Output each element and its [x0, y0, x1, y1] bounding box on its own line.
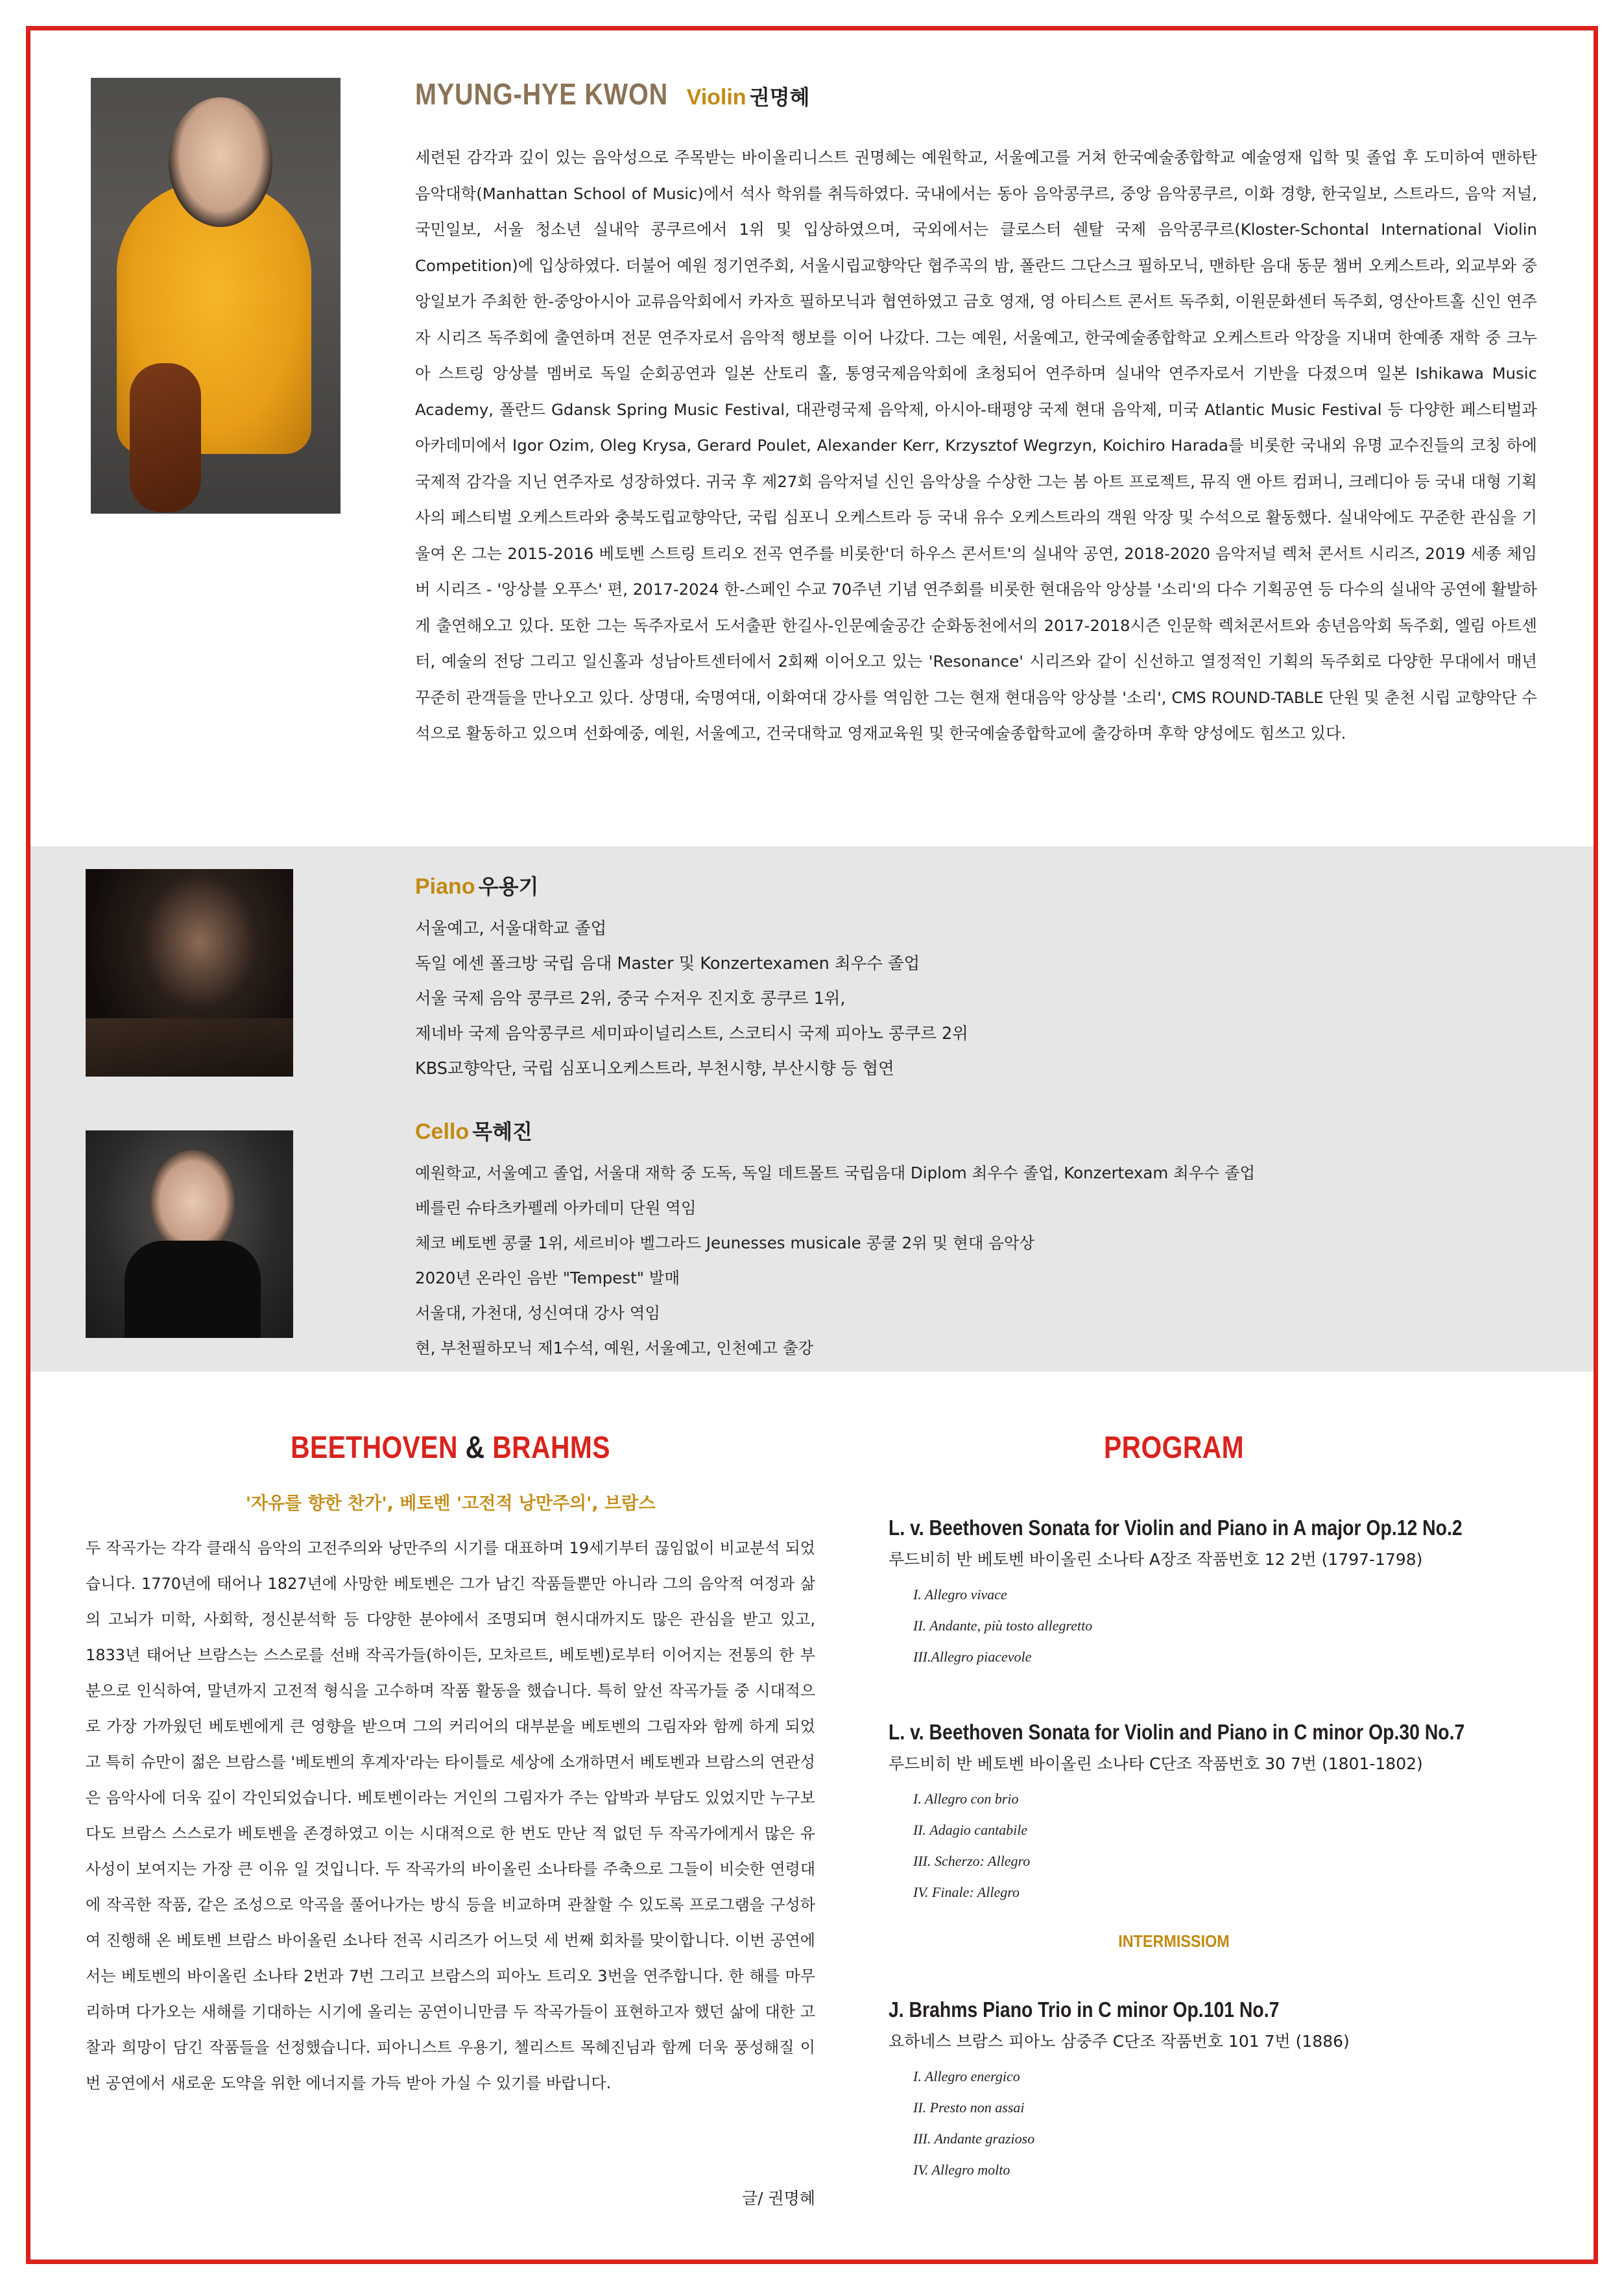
violinist-name-ko: 권명혜: [749, 85, 810, 110]
essay-subtitle: '자유를 향한 찬가', 베토벤 '고전적 낭만주의', 브람스: [245, 1494, 656, 1514]
movement-item: III. Andante grazioso: [913, 2130, 1035, 2147]
piece-title-ko: 루드비히 반 베토벤 바이올린 소나타 A장조 작품번호 12 2번 (1797-1798): [889, 1550, 1423, 1569]
movement-item: III. Scherzo: Allegro: [913, 1853, 1031, 1869]
list-item: 서울 국제 음악 콩쿠르 2위, 중국 수저우 진지호 콩쿠르 1위,: [415, 989, 846, 1008]
essay-title-ampersand: &: [465, 1431, 485, 1465]
pianist-heading: [415, 870, 538, 900]
movement-item: IV. Finale: Allegro: [913, 1884, 1020, 1900]
movement-list: [913, 1579, 1557, 1673]
piece-title: L. v. Beethoven Sonata for Violin and Piano in A major Op.12 No.2: [889, 1516, 1463, 1540]
cellist-role: Cello: [415, 1119, 470, 1144]
list-item: 2020년 온라인 음반 "Tempest" 발매: [415, 1269, 680, 1287]
cellist-heading: [415, 1115, 532, 1145]
program-title: PROGRAM: [1103, 1431, 1245, 1465]
pianist-photo: [86, 869, 293, 1077]
list-item: 독일 에센 폴크방 국립 음대 Master 및 Konzertexamen 최우수 졸업: [415, 954, 920, 973]
movement-item: I. Allegro energico: [913, 2068, 1020, 2084]
violinist-photo: [91, 78, 340, 514]
photo-face: [150, 1150, 235, 1254]
piece-title-ko: 요하네스 브람스 피아노 삼중주 C단조 작품번호 101 7번 (1886): [889, 2032, 1350, 2051]
essay-title-beethoven: BEETHOVEN: [291, 1431, 458, 1465]
violinist-heading: [415, 77, 809, 112]
cellist-name-ko: 목혜진: [472, 1119, 532, 1144]
movement-list: [913, 1783, 1557, 1908]
list-item: KBS교향악단, 국립 심포니오케스트라, 부천시향, 부산시향 등 협연: [415, 1059, 894, 1079]
list-item: 제네바 국제 음악콩쿠르 세미파이널리스트, 스코티시 국제 피아노 콩쿠르 2위: [415, 1024, 968, 1044]
movement-item: III.Allegro piacevole: [913, 1649, 1032, 1665]
list-item: 현, 부천필하모닉 제1수석, 예원, 서울예고, 인천예고 출강: [415, 1339, 814, 1357]
list-item: 베를린 슈타츠카펠레 아카데미 단원 역임: [415, 1199, 697, 1217]
movement-item: I. Allegro con brio: [913, 1791, 1019, 1807]
program-piece-2: [889, 1720, 1557, 1908]
photo-piano-keys: [86, 1018, 293, 1077]
pianist-name-ko: 우용기: [478, 874, 539, 899]
movement-item: II. Adagio cantabile: [913, 1822, 1028, 1838]
essay-title-brahms: BRAHMS: [492, 1431, 610, 1465]
list-item: 서울예고, 서울대학교 졸업: [415, 919, 607, 938]
piece-title: L. v. Beethoven Sonata for Violin and Piano in C minor Op.30 No.7: [889, 1720, 1465, 1744]
essay-body: 두 작곡가는 각각 클래식 음악의 고전주의와 낭만주의 시기를 대표하며 19세기부터 끊임없이 비교분석 되었습니다. 1770년에 태어나 1827년에 사망한 베토벤은 그가 남긴 작품들뿐만 아니라 그의 음악적 여정과 삶의 고뇌가 미학, 사회학, 정신분석학 등 다양한 분야에서 조명되며 현시대까지도 많은 관심을 받고 있고, 1833년 태어난 브람스는 스스로를 선배 작곡가들(하이든, 모차르트, 베토벤)로부터 이어지는 전통의 한 부분으로 인식하여, 말년까지 고전적 형식을 고수하며 작품 활동을 했습니다. 특히 앞선 작곡가들 중 시대적으로 가장 가까웠던 베토벤에게 큰 영향을 받으며 그의 커리어의 대부분을 베토벤의 그림자와 함께 하게 되었고 특히 슈만이 젊은 브람스를 '베토벤의 후계자'라는 타이틀로 세상에 소개하면서 베토벤과 브람스의 연관성은 음악사에 더욱 깊이 각인되었습니다. 베토벤이라는 거인의 그림자가 주는 압박과 부담도 있었지만 누구보다도 브람스 스스로가 베토벤을 존경하였고 이는 시대적으로 한 번도 만난 적 없던 두 작곡가에게서 많은 유사성이 보여지는 가장 큰 이유 일 것입니다. 두 작곡가의 바이올린 소나타를 주축으로 그들이 비슷한 연령대에 작곡한 작품, 같은 조성으로 악곡을 풀어나가는 방식 등을 비교하며 관찰할 수 있도록 프로그램을 구성하여 진행해 온 베토벤 브람스 바이올린 소나타 전곡 시리즈가 어느덧 세 번째 회차를 맞이합니다. 이번 공연에서는 베토벤의 바이올린 소나타 2번과 7번 그리고 브람스의 피아노 트리오 3번을 연주합니다. 한 해를 마무리하며 다가오는 새해를 기대하는 시기에 올리는 공연이니만큼 두 작곡가들이 표현하고자 했던 삶에 대한 고찰과 희망이 담긴 작품들을 선정했습니다. 피아니스트 우용기, 첼리스트 목혜진님과 함께 더욱 풍성해질 이번 공연에서 새로운 도약을 위한 에너지를 가득 받아 가실 수 있기를 바랍니다.: [86, 1539, 815, 2092]
pianist-bio-list: [415, 911, 968, 1086]
movement-item: I. Allegro vivace: [913, 1586, 1007, 1603]
photo-head: [169, 97, 272, 227]
pianist-role: Piano: [415, 874, 475, 899]
program-piece-1: [889, 1516, 1557, 1673]
violinist-role: Violin: [686, 85, 746, 110]
violinist-name-en: MYUNG-HYE KWON: [415, 77, 669, 111]
cellist-photo: [86, 1130, 293, 1338]
movement-item: II. Andante, più tosto allegretto: [913, 1617, 1093, 1634]
essay-title: [140, 1430, 760, 1466]
movement-item: II. Presto non assai: [913, 2099, 1025, 2116]
list-item: 서울대, 가천대, 성신여대 강사 역임: [415, 1304, 661, 1322]
intermission-label: INTERMISSIOM: [1118, 1931, 1230, 1951]
essay-signature: 글/ 권명혜: [742, 2189, 815, 2208]
piece-title: J. Brahms Piano Trio in C minor Op.101 No.7: [889, 1998, 1280, 2022]
movement-item: IV. Allegro molto: [913, 2162, 1010, 2178]
list-item: 체코 베토벤 콩쿨 1위, 세르비아 벨그라드 Jeunesses musicale 콩쿨 2위 및 현대 음악상: [415, 1234, 1035, 1252]
violinist-bio: 세련된 감각과 깊이 있는 음악성으로 주목받는 바이올리니스트 권명혜는 예원학교, 서울예고를 거쳐 한국예술종합학교 예술영재 입학 및 졸업 후 도미하여 맨하탄 음악대학(Manhattan School of Music)에서 석사 학위를 취득하였다. 국내에서는 동아 음악콩쿠르, 중앙 음악콩쿠르, 이화 경향, 한국일보, 스트라드, 음악 저널, 국민일보, 서울 청소년 실내악 콩쿠르에서 1위 및 입상하였으며, 국외에서는 클로스터 쉔탈 국제 음악콩쿠르(Kloster-Schontal International Violin Competition)에 입상하였다. 더불어 예원 정기연주회, 서울시립교향악단 협주곡의 밤, 폴란드 그단스크 필하모닉, 맨하탄 음대 동문 챔버 오케스트라, 외교부와 중앙일보가 주최한 한-중앙아시아 교류음악회에서 카자흐 필하모닉과 협연하였고 금호 영재, 영 아티스트 콘서트 독주회, 이원문화센터 독주회, 영산아트홀 신인 연주자 시리즈 독주회에 출연하며 전문 연주자로서 음악적 행보를 이어 나갔다. 그는 예원, 서울예고, 한국예술종합학교 오케스트라 악장을 지내며 한예종 재학 중 크누아 스트링 앙상블 멤버로 독일 순회공연과 일본 산토리 홀, 통영국제음악회에 초청되어 연주하며 실내악 연주자로서 기반을 다졌으며 일본 Ishikawa Music Academy, 폴란드 Gdansk Spring Music Festival, 대관령국제 음악제, 아시아-태평양 국제 현대 음악제, 미국 Atlantic Music Festival 등 다양한 페스티벌과 아카데미에서 Igor Ozim, Oleg Krysa, Gerard Poulet, Alexander Kerr, Krzysztof Wegrzyn, Koichiro Harada를 비롯한 국내외 유명 교수진들의 코칭 하에 국제적 감각을 지닌 연주자로 성장하였다. 귀국 후 제27회 음악저널 신인 음악상을 수상한 그는 봄 아트 프로젝트, 뮤직 앤 아트 컴퍼니, 크레디아 등 국내 대형 기획사의 페스티벌 오케스트라와 충북도립교향악단, 국립 심포니 오케스트라 등 국내 유수 오케스트라의 객원 악장 및 수석으로 활동했다. 실내악에도 꾸준한 관심을 기울여 온 그는 2015-2016 베토벤 스트링 트리오 전곡 연주를 비롯한'더 하우스 콘서트'의 실내악 공연, 2018-2020 음악저널 렉처 콘서트 시리즈, 2019 세종 체임버 시리즈 - '앙상블 오푸스' 편, 2017-2024 한-스페인 수교 70주년 기념 연주회를 비롯한 현대음악 앙상블 '소리'의 다수 기획공연 등 다수의 실내악 공연에 활발하게 출연해오고 있다. 또한 그는 독주자로서 도서출판 한길사-인문예술공간 순화동천에서의 2017-2018시즌 인문학 렉처콘서트와 송년음악회 독주회, 엘림 아트센터, 예술의 전당 그리고 일신홀과 성남아트센터에서 2회째 이어오고 있는 'Resonance' 시리즈와 같이 신선하고 열정적인 기획의 독주회로 다양한 무대에서 매년 꾸준히 관객들을 만나오고 있다. 상명대, 숙명여대, 이화여대 강사를 역임한 그는 현재 현대음악 앙상블 '소리', CMS ROUND-TABLE 단원 및 춘천 시립 교향악단 수석으로 활동하고 있으며 선화예중, 예원, 서울예고, 건국대학교 영재교육원 및 한국예술종합학교에 출강하며 후학 양성에도 힘쓰고 있다.: [415, 148, 1538, 743]
photo-body: [125, 1241, 261, 1338]
photo-violin-instrument: [130, 363, 201, 512]
movement-list: [913, 2061, 1557, 2186]
program-piece-3: [889, 1998, 1557, 2186]
list-item: 예원학교, 서울예고 졸업, 서울대 재학 중 도독, 독일 데트몰트 국립음대 Diplom 최우수 졸업, Konzertexam 최우수 졸업: [415, 1163, 1256, 1182]
piece-title-ko: 루드비히 반 베토벤 바이올린 소나타 C단조 작품번호 30 7번 (1801-1802): [889, 1754, 1423, 1773]
cellist-bio-list: [415, 1156, 1255, 1366]
